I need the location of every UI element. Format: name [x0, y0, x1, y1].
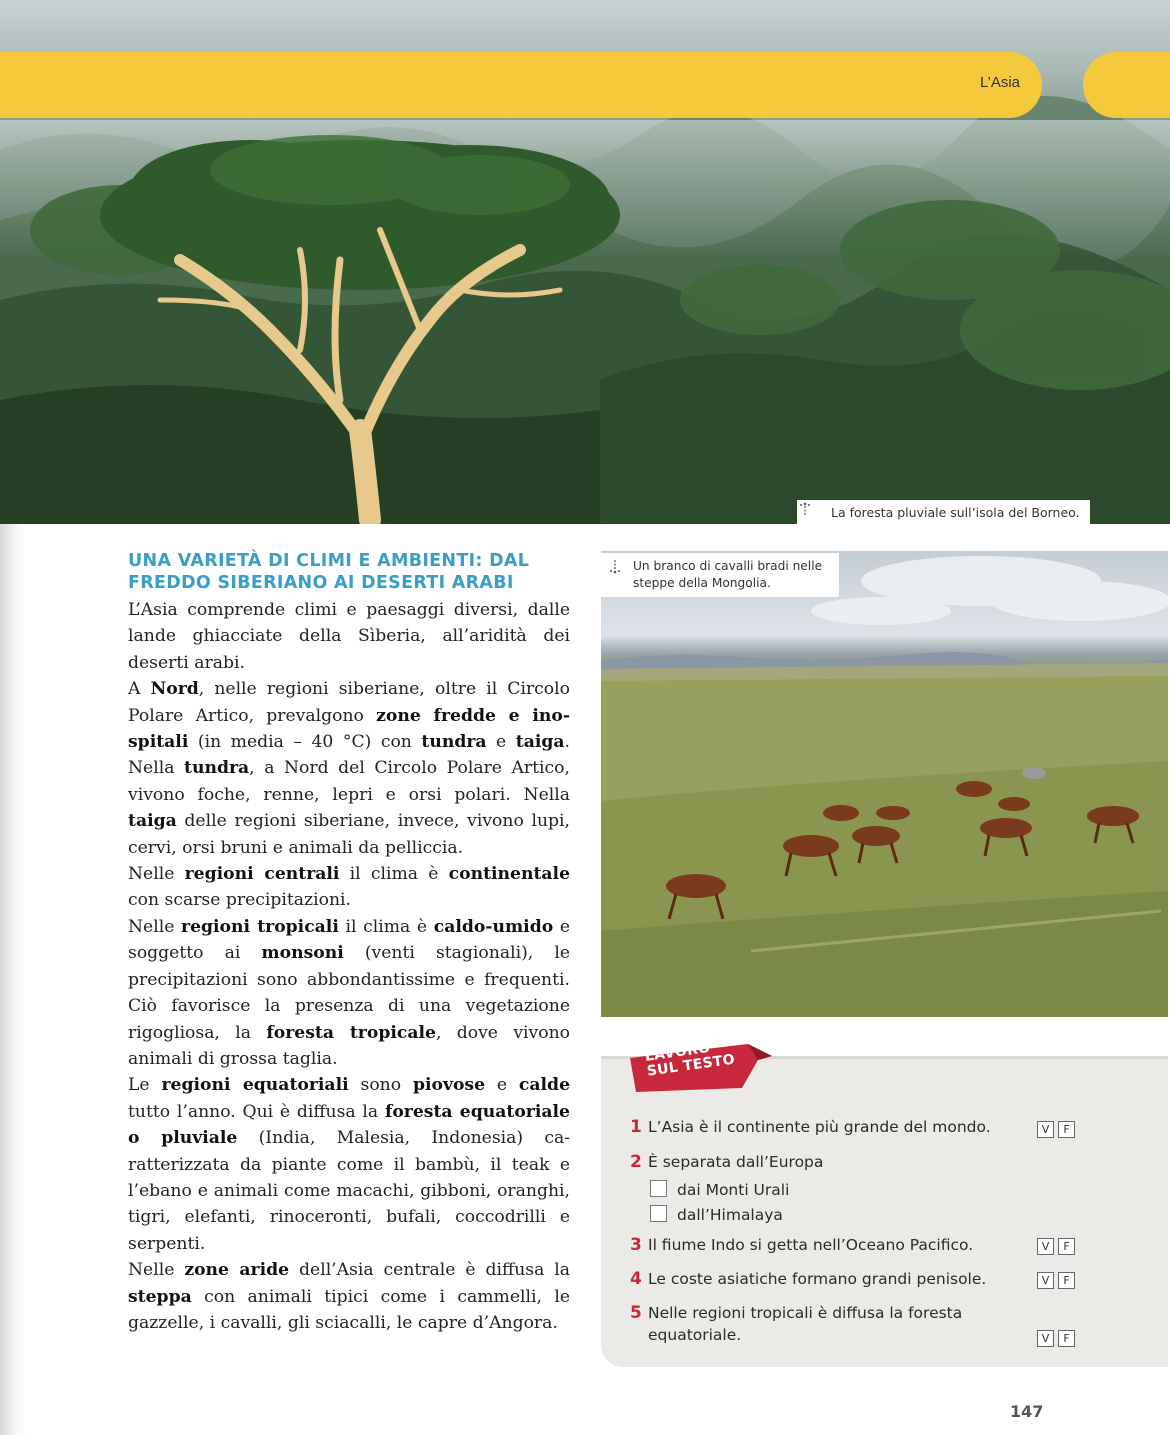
false-checkbox[interactable]: F: [1058, 1121, 1075, 1138]
question-5: 5 Nelle regioni tropicali è diffusa la foresta equatoriale.: [630, 1303, 963, 1344]
hero-caption-text: La foresta pluviale sull’isola del Borneo.: [831, 505, 1080, 520]
banner-tab: [1083, 52, 1170, 118]
true-checkbox[interactable]: V: [1037, 1121, 1054, 1138]
option-checkbox[interactable]: [650, 1205, 667, 1222]
article-heading: UNA VARIETÀ DI CLIMI E AMBIENTI: DAL FREDDO SIBERIANO AI DESERTI ARABI: [128, 551, 530, 593]
true-checkbox[interactable]: V: [1037, 1238, 1054, 1255]
page-number: 147: [1010, 1402, 1044, 1421]
false-checkbox[interactable]: F: [1058, 1272, 1075, 1289]
caption-pointer-icon: [797, 500, 813, 518]
question-3: 3 Il fiume Indo si getta nell’Oceano Pacifico.: [630, 1235, 974, 1255]
hero-caption: [797, 500, 1090, 524]
question-4: 4 Le coste asiatiche formano grandi penisole.: [630, 1269, 987, 1289]
false-checkbox[interactable]: F: [1058, 1238, 1075, 1255]
question-4-vf: [1037, 1269, 1079, 1289]
option-checkbox[interactable]: [650, 1180, 667, 1197]
photo2-caption-text: Un branco di cavalli bradi nelle steppe della Mongolia.: [633, 559, 823, 590]
exercise-title: LAVORO SUL TESTO: [643, 1039, 736, 1080]
section-label: L’Asia: [979, 74, 1020, 91]
true-checkbox[interactable]: V: [1037, 1272, 1054, 1289]
question-5-vf: [1037, 1327, 1079, 1347]
page-gutter-shadow: [0, 520, 26, 1435]
question-1: 1 L’Asia è il continente più grande del mondo.: [630, 1117, 991, 1137]
question-1-vf: [1037, 1118, 1079, 1138]
photo-wild-horses: [601, 551, 1168, 1017]
question-2-option-1[interactable]: dai Monti Urali: [650, 1179, 789, 1201]
true-checkbox[interactable]: V: [1037, 1330, 1054, 1347]
question-2-option-2[interactable]: dall’Himalaya: [650, 1204, 783, 1226]
article-body: L’Asia comprende climi e paesaggi diversi, dalle lande ghiacciate della Sìberia, all’aridità dei deserti arabi. A Nord, nelle regioni siberiane, oltre il Circolo Polare Artico, prevalgono zone fredde e inospitali (in media – 40 °C) con tundra e taiga. Nella tundra, a Nord del Circolo Polare Artico, vivono foche, renne, lepri e orsi polari. Nella taiga delle regioni siberiane, invece, vivono lupi, cervi, orsi bruni e animali da pelliccia. Nelle regioni centrali il clima è continentale con scarse precipitazioni. Nelle regioni tropicali il clima è caldo-umido e soggetto ai monsoni (venti stagionali), le precipitazioni sono abbondantissime e frequenti. Ciò favorisce la presenza di una vegetazione rigogliosa, la foresta tropicale, dove vivono animali di grossa taglia. Le regioni equatoriali sono piovose e calde tutto l’anno. Qui è diffusa la foresta equatoriale o pluviale (India, Malesia, Indonesia) caratterizzata da piante come il bambù, il teak e l’ebano e animali come macachi, gibboni, oranghi, tigri, elefanti, rinoceronti, bufali, coccodrilli e serpenti. Nelle zone aride dell’Asia centrale è diffusa la steppa con animali tipici come i cammelli, le gazzelle, i cavalli, gli sciacalli, le capre d’Angora.: [128, 600, 571, 1333]
exercise-ribbon: [630, 1039, 772, 1092]
steppe-horses-illustration: [601, 551, 1168, 1017]
photo2-caption: [601, 553, 839, 597]
chapter-banner: [0, 52, 1042, 118]
hero-photo-rainforest: [0, 0, 1170, 524]
question-2: 2 È separata dall’Europa: [630, 1152, 824, 1172]
caption-pointer-icon: [607, 558, 623, 576]
false-checkbox[interactable]: F: [1058, 1330, 1075, 1347]
question-3-vf: [1037, 1235, 1079, 1255]
